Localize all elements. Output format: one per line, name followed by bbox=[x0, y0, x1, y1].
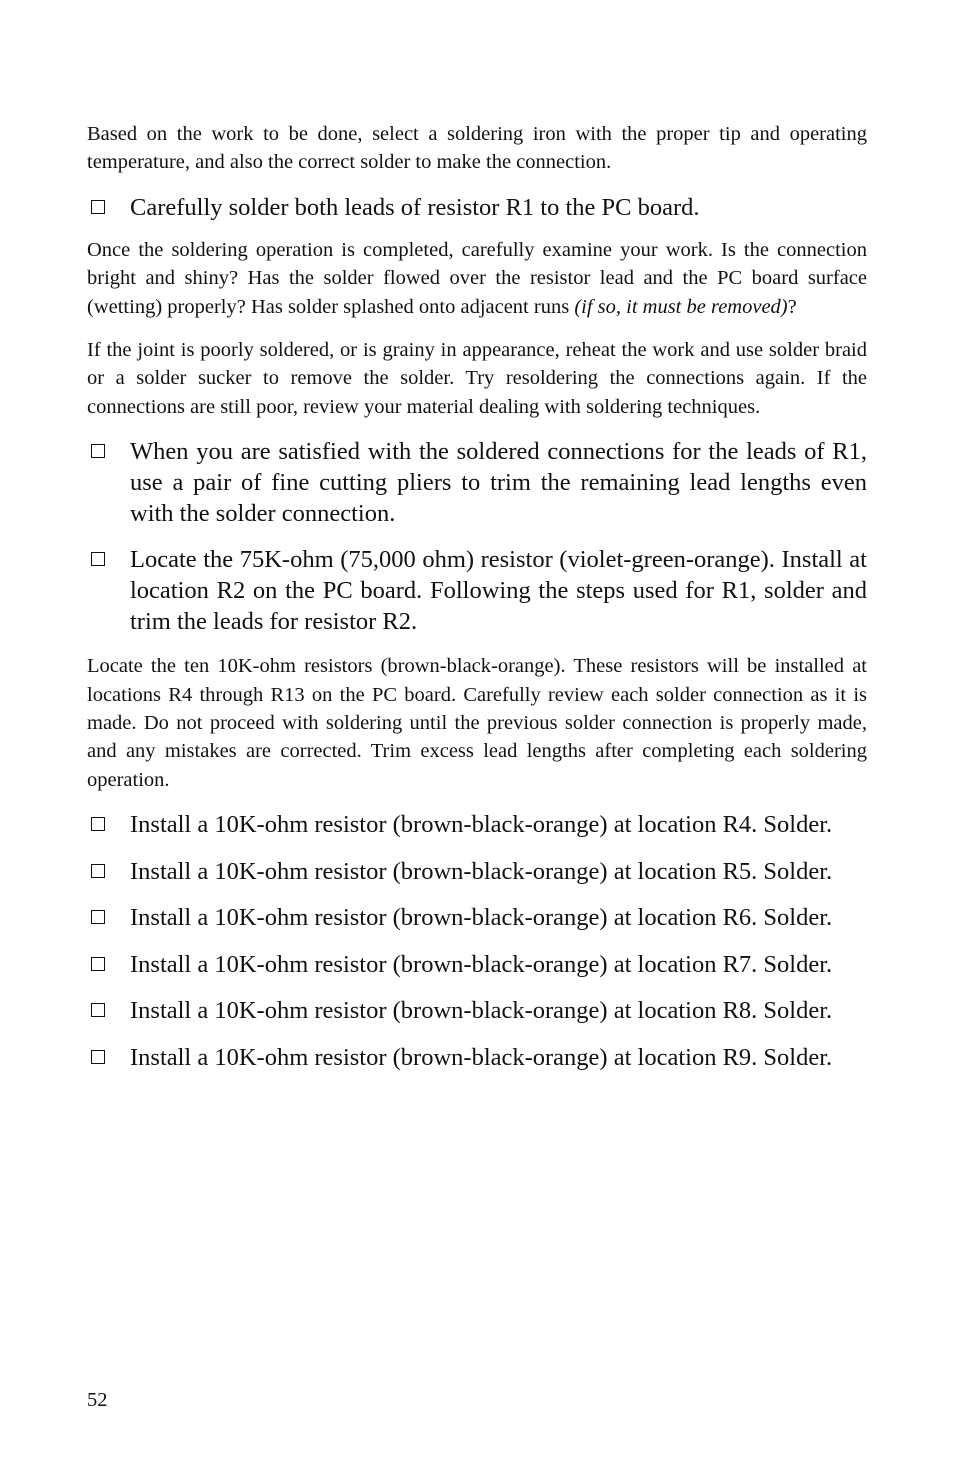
checkbox-icon[interactable] bbox=[91, 1003, 105, 1017]
paragraph-trailing-text: ? bbox=[787, 295, 797, 318]
step-install-r9 bbox=[87, 1042, 867, 1073]
step-text: Locate the 75K-ohm (75,000 ohm) resistor (violet-green-orange). Install at location R2 on the PC board. Following the steps used for R1, solder and trim the leads for resistor R2. bbox=[130, 546, 867, 636]
step-install-r5 bbox=[87, 856, 867, 887]
manual-page-content bbox=[87, 120, 867, 1073]
resolder-paragraph bbox=[87, 336, 867, 421]
step-text: When you are satisfied with the soldered connections for the leads of R1, use a pair of fine cutting pliers to trim the remaining lead lengths even with the solder connection. bbox=[130, 438, 867, 528]
step-install-r6 bbox=[87, 902, 867, 933]
step-install-r2 bbox=[87, 544, 867, 637]
checkbox-icon[interactable] bbox=[91, 864, 105, 878]
page-number: 52 bbox=[87, 1389, 108, 1411]
checkbox-icon[interactable] bbox=[91, 200, 105, 214]
step-trim-r1 bbox=[87, 436, 867, 529]
paragraph-text: Once the soldering operation is completed, carefully examine your work. Is the connection bright and shiny? Has the solder flowed over the resistor lead and the PC board surface (wetting) properly? Has solder splashed onto adjacent runs bbox=[87, 238, 867, 318]
step-solder-r1 bbox=[87, 192, 867, 223]
step-text: Install a 10K-ohm resistor (brown-black-orange) at location R6. Solder. bbox=[130, 904, 833, 932]
inspection-paragraph bbox=[87, 236, 867, 321]
checkbox-icon[interactable] bbox=[91, 817, 105, 831]
step-install-r8 bbox=[87, 995, 867, 1026]
checkbox-icon[interactable] bbox=[91, 957, 105, 971]
step-text: Install a 10K-ohm resistor (brown-black-orange) at location R9. Solder. bbox=[130, 1043, 833, 1071]
paragraph-text: Based on the work to be done, select a soldering iron with the proper tip and operating temperature, and also the correct solder to make the connection. bbox=[87, 123, 867, 174]
step-text: Install a 10K-ohm resistor (brown-black-orange) at location R7. Solder. bbox=[130, 950, 833, 978]
checkbox-icon[interactable] bbox=[91, 444, 105, 458]
step-install-r4 bbox=[87, 809, 867, 840]
step-text: Carefully solder both leads of resistor R1 to the PC board. bbox=[130, 193, 700, 221]
step-text: Install a 10K-ohm resistor (brown-black-orange) at location R4. Solder. bbox=[130, 811, 833, 839]
paragraph-italic-note: (if so, it must be removed) bbox=[574, 295, 788, 318]
checkbox-icon[interactable] bbox=[91, 910, 105, 924]
paragraph-text: Locate the ten 10K-ohm resistors (brown-black-orange). These resistors will be installed at locations R4 through R13 on the PC board. Carefully review each solder connection as it is made. Do not proceed with soldering until the previous solder connection is properly made, and any mistakes are corrected. Trim excess lead lengths after completing each soldering operation. bbox=[87, 655, 867, 791]
intro-paragraph bbox=[87, 120, 867, 177]
step-install-r7 bbox=[87, 949, 867, 980]
step-text: Install a 10K-ohm resistor (brown-black-orange) at location R8. Solder. bbox=[130, 997, 833, 1025]
paragraph-text: If the joint is poorly soldered, or is grainy in appearance, reheat the work and use solder braid or a solder sucker to remove the solder. Try resoldering the connections again. If the connections are still poor, review your material dealing with soldering techniques. bbox=[87, 339, 867, 418]
step-text: Install a 10K-ohm resistor (brown-black-orange) at location R5. Solder. bbox=[130, 857, 833, 885]
checkbox-icon[interactable] bbox=[91, 1050, 105, 1064]
ten-resistors-paragraph bbox=[87, 652, 867, 794]
checkbox-icon[interactable] bbox=[91, 552, 105, 566]
